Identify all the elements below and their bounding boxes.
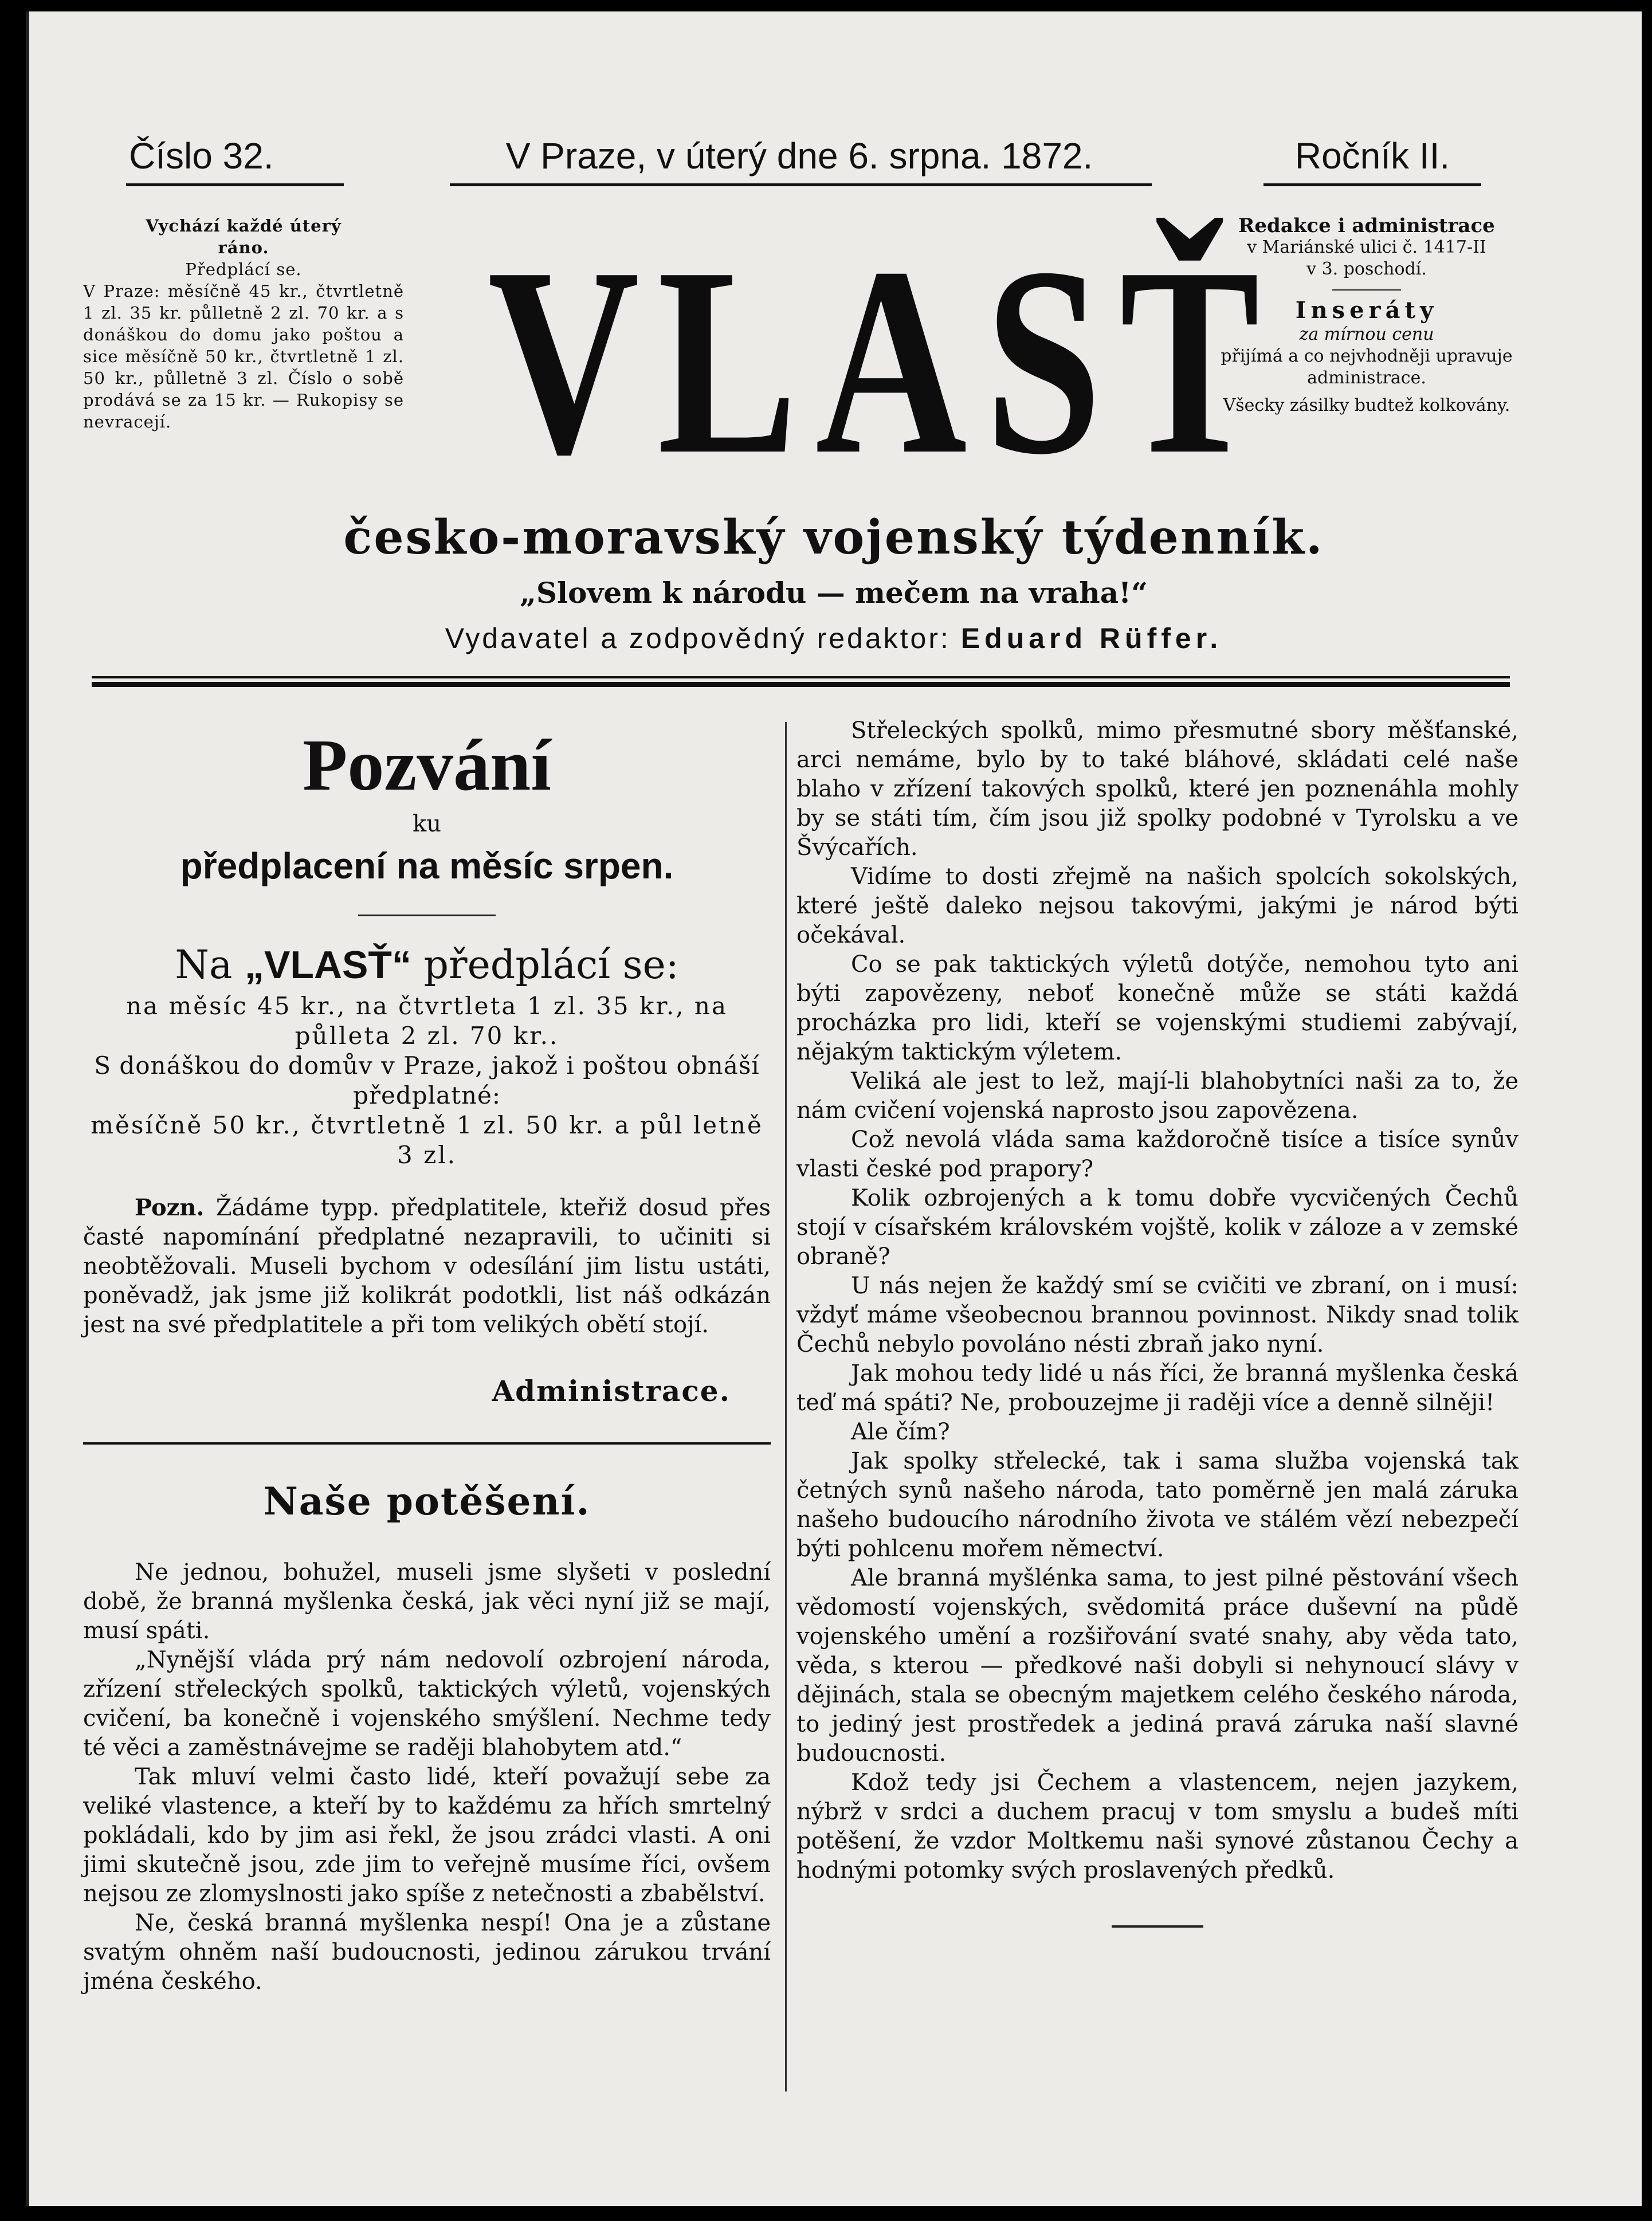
notice-label: Pozn. [135, 1194, 205, 1221]
notice-text: Žádáme typp. předplatitele, kteřiž dosud přes časté napomínání předplatné nezapravili, to učiniti si neobtěžovali. Museli bychom v odesílání jim listu ustáti, poněvadž, jak jsme již kolikrát podotkli, list náš odkázán jest na své předplatitele a při tom velikých obětí stojí. [83, 1195, 771, 1338]
article-paragraph: Ale čím? [851, 1419, 950, 1445]
issue-number [129, 135, 341, 186]
subscription-info [83, 215, 404, 433]
rates-delivery: měsíčně 50 kr., čtvrtletně 1 zl. 50 kr. a půl letně 3 zl. [91, 1111, 763, 1169]
inserts-heading: Inseráty [1295, 297, 1438, 324]
subtitle: česko-moravský vojenský týdenník. [343, 510, 1324, 565]
notice-paragraph [83, 1193, 771, 1340]
article-paragraph: Vidíme to dosti zřejmě na našich spolcích sokolských, které ještě daleko nejsou takovými, jakými je národ býti očekával. [796, 864, 1518, 948]
postage-note: Všecky zásilky budtež kolkovány. [1223, 395, 1510, 415]
editorial-floor: v 3. poschodí. [1306, 259, 1427, 279]
divider [1332, 289, 1401, 291]
header-rule-right [1263, 183, 1481, 186]
article-paragraph: Kolik ozbrojených a k tomu dobře vycvičených Čechů stojí v císařském královském vojště, kolik v záloze a v zemské obraně? [796, 1185, 1518, 1270]
article-paragraph: Veliká ale jest to lež, mají-li blahobytníci naši za to, že nám cvičení vojenská naprosto jsou zapovězena. [796, 1068, 1518, 1124]
article-paragraph: Tak mluví velmi často lidé, kteří považují sebe za veliké vlastence, a kteří by to každému za hřích smrtelný pokládali, kdo by jim asi řekl, že jsou zrádci vlasti. A oni jimi skutečně jsou, zde jim to veřejně musíme říci, ovšem nejsou ze zlomyslnosti jako spíše z netečnosti a zbabělství. [83, 1764, 771, 1907]
na-prefix: Na [175, 943, 233, 988]
article-paragraph: Což nevolá vláda sama každoročně tisíce a tisíce synův vlasti české pod prapory? [796, 1127, 1518, 1182]
editorial-heading: Redakce i administrace [1238, 214, 1495, 237]
volume-number [1263, 135, 1481, 186]
publication-schedule: Vychází každé úterý [146, 216, 342, 236]
subscription-prices: V Praze: měsíčně 45 kr., čtvrtletně 1 zl. 35 kr. půlletně 2 zl. 70 kr. a s donáškou do domu jako poštou a sice měsíčně 50 kr., čtvrtletně 1 zl. 50 kr., půlletně 3 zl. Číslo o sobě prodává se za 15 kr. — Rukopisy se nevracejí. [83, 281, 404, 431]
na-suffix: předplácí se: [423, 943, 679, 988]
article-paragraph: Kdož tedy jsi Čechem a vlastencem, nejen jazykem, nýbrž v srdci a duchem pracuj v tom smyslu a budeš míti potěšení, že vzdor Moltkemu naši synové zůstanou Čechy a hodnými potomky svých proslavených předků. [796, 1769, 1518, 1883]
inserts-text: přijímá a co nejvhodněji upravuje administrace. [1221, 346, 1513, 388]
masthead-rule-top [92, 676, 1510, 678]
left-column [83, 716, 771, 1996]
publisher-name: Eduard Rüffer. [960, 622, 1223, 654]
administration-signature: Administrace. [492, 1374, 731, 1408]
section-rule [83, 1442, 771, 1445]
editorial-info [1206, 215, 1527, 417]
header-rule-center [450, 183, 1152, 186]
invitation-ku: ku [413, 811, 441, 837]
editorial-address: v Mariánské ulici č. 1417-II [1247, 237, 1486, 257]
invitation-subtitle: předplacení na měsíc srpen. [180, 845, 674, 886]
volume-text: Ročník II. [1294, 135, 1450, 176]
article-paragraph: Jak mohou tedy lidé u nás říci, že branná myšlenka česká teď má spáti? Ne, probouzejme ji raději více a denně silněji! [796, 1360, 1518, 1416]
article-end-rule [1112, 1925, 1203, 1928]
rates-basic: na měsíc 45 kr., na čtvrtleta 1 zl. 35 kr., na půlleta 2 zl. 70 kr.. [125, 992, 728, 1050]
motto: „Slovem k národu — mečem na vraha!“ [520, 576, 1148, 610]
na-name: „VLASŤ“ [245, 943, 411, 987]
newspaper-page [26, 11, 1642, 2206]
page-edge [26, 11, 29, 2206]
publisher-label: Vydavatel a zodpovědný redaktor: [445, 622, 951, 654]
article-title: Naše potěšení. [263, 1479, 591, 1524]
article-paragraph: Střeleckých spolků, mimo přesmutné sbory měšťanské, arci nemáme, bylo by to také bláhové, skládati celé naše blaho v zřízení takových spolků, které jen poznenáhla mohly by se státi tím, čím jsou již spolky podobné v Tyrolsku a ve Švýcařích. [796, 717, 1518, 861]
divider [358, 915, 496, 916]
article-paragraph: Jak spolky střelecké, tak i sama služba vojenská tak četných synů našeho národa, tato poměrně jen malá záruka našeho budoucího národního života ve stálém vězí nebezpečí býti pohlcenu mořem němectví. [796, 1448, 1518, 1562]
header-rule-left [126, 183, 344, 186]
subscription-line [83, 939, 771, 991]
inserts-price: za mírnou cenu [1299, 324, 1434, 344]
masthead-title: VLASŤ [488, 211, 1278, 510]
invitation-title: Pozvání [303, 724, 551, 806]
article-paragraph: Ne, česká branná myšlenka nespí! Ona je a zůstane svatým ohněm naší budoucnosti, jedinou zárukou trvání jména českého. [83, 1910, 771, 1995]
issue-date [450, 135, 1149, 186]
rates-delivery-intro: S donáškou do domův v Praze, jakož i poštou obnáší předplatné: [94, 1051, 760, 1109]
subscription-heading: Předplácí se. [185, 260, 302, 279]
column-separator [785, 722, 787, 2091]
article-paragraph: Ne jednou, bohužel, museli jsme slyšeti v poslední době, že branná myšlenka česká, jak věci nyní již se mají, musí spáti. [83, 1559, 771, 1644]
article-paragraph: U nás nejen že každý smí se cvičiti ve zbraní, on i musí: vždyť máme všeobecnou brannou povinnost. Nikdy snad tolik Čechů nebylo povoláno nésti zbraň jako nyní. [796, 1273, 1518, 1357]
article-paragraph: Co se pak taktických výletů dotýče, nemohou tyto ani býti zapovězeny, neboť konečně může se státi každá procházka pro lidi, kteří se vojenskými studiemi zabývají, nějakým taktickým výletem. [796, 951, 1518, 1065]
publication-time: ráno. [218, 238, 269, 257]
article-paragraph: „Nynější vláda prý nám nedovolí ozbrojení národa, zřízení střeleckých spolků, taktických výletů, vojenských cvičení, ba konečně i vojenského smýšlení. Nechme tedy té věci a zaměstnávejme se raději blahobytem atd.“ [83, 1647, 771, 1761]
publisher-line [26, 622, 1642, 655]
right-column [796, 716, 1518, 1928]
date-text: V Praze, v úterý dne 6. srpna. 1872. [505, 135, 1093, 176]
issue-text: Číslo 32. [129, 135, 274, 176]
masthead-rule-bottom [92, 682, 1510, 687]
article-paragraph: Ale branná myšlénka sama, to jest pilné pěstování všech vědomostí vojenských, svědomitá práce duševní na půdě vojenského umění a rozšiřování svaté snahy, aby věda tato, věda, s kterou — předkové naši dobyli si nehynoucí slávy v dějinách, stala se obecným majetkem celého českého národa, to jediný jest prostředek a jediná pravá záruka naší slavné budoucnosti. [796, 1565, 1518, 1767]
